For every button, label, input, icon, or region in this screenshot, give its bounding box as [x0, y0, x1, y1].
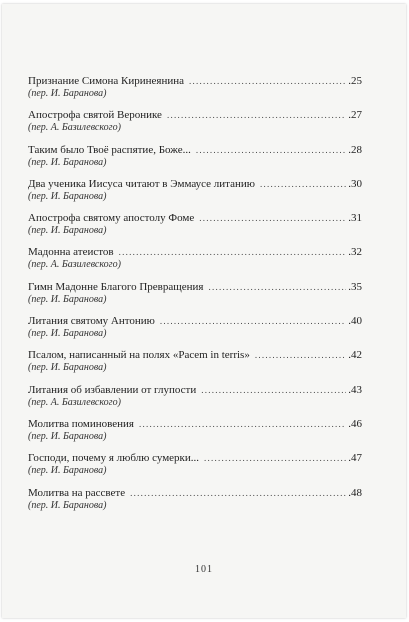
toc-entry-page: .48	[348, 486, 362, 499]
toc-entry-page: .40	[348, 315, 362, 328]
toc-entry-page: .35	[348, 280, 362, 293]
toc-entry	[28, 143, 362, 177]
toc-entry-title: Псалом, написанный на полях «Pacem in terris»	[28, 349, 250, 362]
dot-leader	[196, 143, 346, 157]
toc-entry-page: .47	[348, 452, 362, 465]
page-number: 101	[195, 564, 213, 575]
toc-entry-title: Молитва поминовения	[28, 417, 134, 430]
toc-entry-page: .42	[348, 349, 362, 362]
dot-leader	[189, 74, 346, 88]
toc-entry-row	[28, 417, 362, 431]
toc-entry-title: Признание Симона Киринеянина	[28, 75, 185, 87]
toc-entry-translator: (пер. А. Базилевского)	[28, 259, 121, 271]
toc-entry-row	[28, 486, 362, 500]
toc-entry	[28, 177, 362, 211]
toc-entry-row	[28, 451, 362, 465]
dot-leader	[201, 383, 346, 397]
toc-entry-title: Таким было Твоё распятие, Боже...	[28, 143, 191, 156]
dot-leader	[167, 108, 346, 122]
toc-entry-translator: (пер. И. Баранова)	[28, 225, 107, 237]
toc-entry-row	[28, 74, 362, 88]
book-page	[2, 4, 406, 618]
dot-leader	[139, 417, 346, 431]
toc-entry	[28, 280, 362, 314]
toc-entry-page: .28	[348, 143, 362, 156]
toc-entry-page: .30	[348, 177, 362, 190]
toc-entry	[28, 108, 362, 142]
toc-entry-translator: (пер. И. Баранова)	[28, 362, 107, 374]
toc-entry-row	[28, 314, 362, 328]
toc-entry-title: Апострофа святой Веронике	[28, 109, 162, 122]
toc-entry	[28, 383, 362, 417]
toc-entry-translator: (пер. И. Баранова)	[28, 156, 107, 168]
toc-entry-title: Гимн Мадонне Благого Превращения	[28, 280, 204, 293]
toc-entry-title: Молитва на рассвете	[28, 486, 126, 499]
toc-entry-row	[28, 348, 362, 362]
toc-entry-translator: (пер. И. Баранова)	[28, 499, 107, 511]
toc-entry-translator: (пер. И. Баранова)	[28, 293, 107, 305]
toc-entry	[28, 245, 362, 279]
dot-leader	[204, 451, 346, 465]
toc-entry	[28, 314, 362, 348]
toc-entry-page: .27	[348, 109, 362, 122]
toc-entry-page: .32	[348, 246, 362, 259]
toc-entry-translator: (пер. И. Баранова)	[28, 465, 107, 477]
dot-leader	[208, 280, 346, 294]
dot-leader	[130, 486, 346, 500]
toc-entry-translator: (пер. А. Базилевского)	[28, 396, 121, 408]
toc-entry-row	[28, 280, 362, 294]
dot-leader	[260, 177, 346, 191]
toc-entry-title: Мадонна атеистов	[28, 246, 114, 259]
toc-entry-row	[28, 177, 362, 191]
toc-entry-translator: (пер. И. Баранова)	[28, 190, 107, 202]
toc-entry-title: Апострофа святому апостолу Фоме	[28, 212, 195, 225]
toc-entry	[28, 348, 362, 382]
toc-entry-title: Господи, почему я люблю сумерки...	[28, 452, 200, 465]
toc-entry-page: .31	[348, 212, 362, 225]
toc-entry-row	[28, 245, 362, 259]
toc-entry-translator: (пер. И. Баранова)	[28, 328, 107, 340]
toc-entry-row	[28, 211, 362, 225]
dot-leader	[255, 348, 346, 362]
toc-entry-translator: (пер. А. Базилевского)	[28, 122, 121, 134]
toc-entry-translator: (пер. И. Баранова)	[28, 88, 107, 99]
toc-entry-title: Литания святому Антонию	[28, 315, 155, 328]
toc-entry-title: Два ученика Иисуса читают в Эммаусе литанию	[28, 177, 255, 190]
dot-leader	[119, 245, 347, 259]
toc-entry	[28, 451, 362, 485]
toc-entry-translator: (пер. И. Баранова)	[28, 430, 107, 442]
table-of-contents	[28, 74, 362, 520]
toc-entry-page: .25	[348, 75, 362, 87]
toc-entry-title: Литания об избавлении от глупости	[28, 383, 197, 396]
toc-entry-row	[28, 108, 362, 122]
toc-entry	[28, 211, 362, 245]
dot-leader	[199, 211, 346, 225]
toc-entry-page: .43	[348, 383, 362, 396]
dot-leader	[160, 314, 346, 328]
toc-entry-row	[28, 383, 362, 397]
toc-entry-row	[28, 143, 362, 157]
toc-entry	[28, 74, 362, 108]
toc-entry	[28, 417, 362, 451]
toc-entry-page: .46	[348, 417, 362, 430]
toc-entry	[28, 486, 362, 520]
